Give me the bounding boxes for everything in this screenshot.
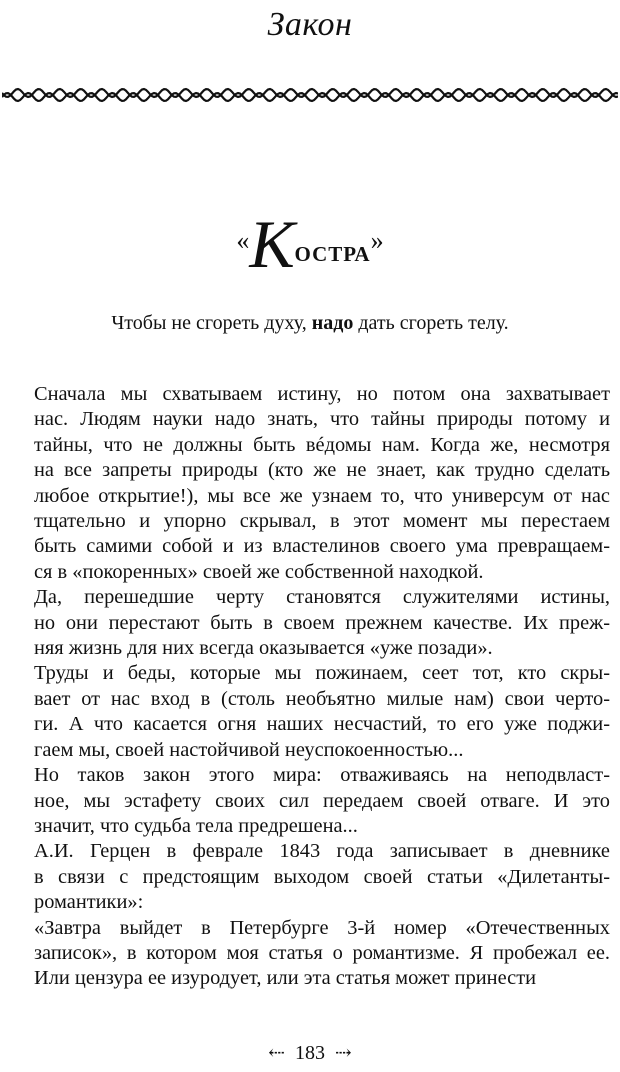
paragraph <box>34 661 610 763</box>
text-line: записок», в котором моя статья о романтизме. Я пробежал ее. <box>34 941 610 964</box>
text-line: ное, мы эстафету своих сил передаем своей отваге. И это <box>34 789 610 812</box>
text-line: любое открытие!), мы все же узнаем то, что универсум от нас <box>34 484 610 507</box>
paragraph <box>34 585 610 661</box>
page-number: 183 <box>295 1042 325 1064</box>
wavy-divider <box>2 84 618 106</box>
text-line: Но таков закон этого мира: отваживаясь на неподвласт- <box>34 764 610 787</box>
text-line: Труды и беды, которые мы пожинаем, сеет тот, кто скры- <box>34 662 610 685</box>
epigraph-text-post: дать сгореть телу. <box>353 312 509 334</box>
text-line: но они перестают быть в своем прежнем качестве. Их преж- <box>34 611 610 634</box>
body-text <box>34 382 610 992</box>
text-line: нас. Людям науки надо знать, что тайны природы потому и <box>34 408 610 431</box>
chapter-title <box>0 206 620 282</box>
text-line: Сначала мы схватываем истину, но потом она захватывает <box>34 383 610 405</box>
chapter-open-quote: « <box>236 226 250 255</box>
text-line: вает от нас вход в (столь необъятно милые нам) свои черто- <box>34 687 610 710</box>
chapter-initial: К <box>249 206 295 282</box>
paragraph <box>34 839 610 915</box>
paragraph <box>34 382 610 585</box>
text-line: «Завтра выйдет в Петербурге 3-й номер «Отечественных <box>34 916 610 939</box>
text-line: А.И. Герцен в феврале 1843 года записывает в дневнике <box>34 840 610 863</box>
running-title: Закон <box>267 6 353 43</box>
text-line: Или цензура ее изуродует, или эта статья может принести <box>34 967 537 990</box>
right-arrow-icon: ⇢ <box>335 1042 352 1064</box>
epigraph <box>0 312 620 335</box>
text-line: ся в «покоренных» своей же собственной находкой. <box>34 560 484 583</box>
text-line: гаем мы, своей настойчивой неуспокоенностью... <box>34 738 464 761</box>
epigraph-text-pre: Чтобы не сгореть духу, <box>111 312 312 334</box>
text-line: тайны, что не должны быть вéдомы нам. Когда же, несмотря <box>34 433 610 456</box>
text-line: на все запреты природы (кто же не знает, как трудно сделать <box>34 459 610 482</box>
text-line: ги. А что касается огня наших несчастий, то его уже поджи- <box>34 713 610 736</box>
text-line: быть самими собой и из властелинов своего ума превращаем- <box>34 535 610 558</box>
chapter-close-quote: » <box>370 226 384 255</box>
epigraph-text-bold: надо <box>311 312 354 334</box>
paragraph <box>34 763 610 839</box>
text-line: Да, перешедшие черту становятся служителями истины, <box>34 586 610 609</box>
page-footer <box>0 1040 620 1065</box>
text-line: в связи с предстоящим выходом своей статьи «Дилетанты- <box>34 865 610 888</box>
text-line: значит, что судьба тела предрешена... <box>34 814 358 837</box>
text-line: романтики»: <box>34 891 144 914</box>
text-line: тщательно и упорно скрывал, в этот момент мы перестаем <box>34 510 610 533</box>
paragraph <box>34 916 610 992</box>
left-arrow-icon: ⇠ <box>268 1042 285 1064</box>
chapter-title-rest: остра <box>294 235 371 268</box>
text-line: няя жизнь для них всегда оказывается «уже позади». <box>34 637 493 660</box>
